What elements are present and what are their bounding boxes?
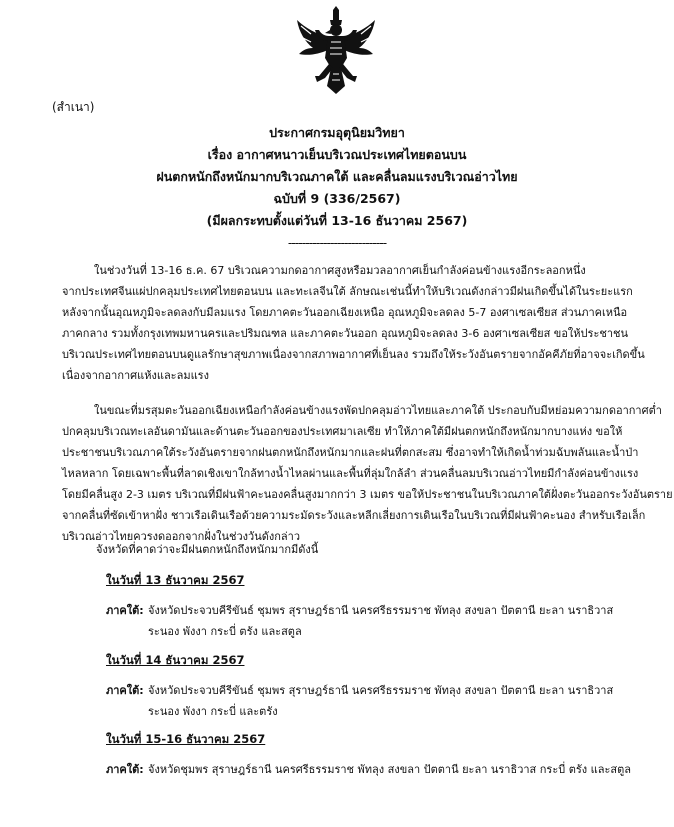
forecast-date-heading: ในวันที่ 15-16 ธันวาคม 2567 [106,732,266,746]
forecast-date-heading: ในวันที่ 14 ธันวาคม 2567 [106,653,245,667]
title-effective-dates: (มีผลกระทบตั้งแต่วันที่ 13-16 ธันวาคม 2567) [206,213,468,228]
paragraph-line: บริเวณอ่าวไทยควรงดออกจากฝั่งในช่วงวันดังกล่าว [62,530,301,543]
paragraph-line: จากคลื่นที่ซัดเข้าหาฝั่ง ชาวเรือเดินเรือด้วยความระมัดระวังและหลีกเลี่ยงการเดินเรือในบริเวณที่มีฝนฟ้าคะนอง สำหรับเรือเล็ก [62,509,646,522]
province-list: จังหวัดประจวบคีรีขันธ์ ชุมพร สุราษฎร์ธานี นครศรีธรรมราช พัทลุง สงขลา ปัตตานี ยะลา นราธิวาส [148,604,614,617]
province-list: จังหวัดประจวบคีรีขันธ์ ชุมพร สุราษฎร์ธานี นครศรีธรรมราช พัทลุง สงขลา ปัตตานี ยะลา นราธิวาส [148,684,614,697]
title-subject: เรื่อง อากาศหนาวเย็นบริเวณประเทศไทยตอนบน [207,147,467,162]
paragraph-line: ประชาชนบริเวณภาคใต้ระวังอันตรายจากฝนตกหนักถึงหนักมากและฝนที่ตกสะสม ซึ่งอาจทำให้เกิดน้ำท่วมฉับพลันและน้ำป่า [62,446,639,459]
forecast-intro: จังหวัดที่คาดว่าจะมีฝนตกหนักถึงหนักมากมีดังนี้ [96,543,319,556]
paragraph-cold-weather [62,260,647,386]
region-label: ภาคใต้: [106,604,144,617]
forecast-region [106,680,656,722]
title-issuer: ประกาศกรมอุตุนิยมวิทยา [269,125,405,140]
paragraph-line: บริเวณประเทศไทยตอนบนดูแลรักษาสุขภาพเนื่องจากสภาพอากาศที่เย็นลง รวมถึงให้ระวังอันตรายจากอัคคีภัยที่อาจจะเกิดขึ้น [62,348,645,361]
garuda-emblem [295,6,377,96]
paragraph-line: ในขณะที่มรสุมตะวันออกเฉียงเหนือกำลังค่อนข้างแรงพัดปกคลุมอ่าวไทยและภาคใต้ ประกอบกับมีหย่อมความกดอากาศต่ำ [94,404,662,417]
title-issue-number: ฉบับที่ 9 (336/2567) [273,191,401,206]
region-label: ภาคใต้: [106,763,144,776]
province-list-cont: ระนอง พังงา กระบี่ ตรัง และสตูล [148,625,302,638]
forecast-date-heading: ในวันที่ 13 ธันวาคม 2567 [106,573,245,587]
paragraph-line: โดยมีคลื่นสูง 2-3 เมตร บริเวณที่มีฝนฟ้าคะนองคลื่นสูงมากกว่า 3 เมตร ขอให้ประชาชนในบริเวณภาคใต้ฝั่งตะวันออกระวังอันตราย [62,488,673,501]
province-list: จังหวัดชุมพร สุราษฎร์ธานี นครศรีธรรมราช พัทลุง สงขลา ปัตตานี ยะลา นราธิวาส กระบี่ ตรัง และสตูล [148,763,631,776]
forecast-region [106,600,656,642]
region-label: ภาคใต้: [106,684,144,697]
title-subject-cont: ฝนตกหนักถึงหนักมากบริเวณภาคใต้ และคลื่นลมแรงบริเวณอ่าวไทย [156,169,518,184]
paragraph-line: เนื่องจากอากาศแห้งและลมแรง [62,369,209,382]
paragraph-line: ไหลหลาก โดยเฉพาะพื้นที่ลาดเชิงเขาใกล้ทางน้ำไหลผ่านและพื้นที่ลุ่มใกล้ลำ ส่วนคลื่นลมบริเวณอ่าวไทยมีกำลังค่อนข้างแรง [62,467,639,480]
paragraph-line: ภาคกลาง รวมทั้งกรุงเทพมหานครและปริมณฑล และภาคตะวันออก อุณหภูมิจะลดลง 3-6 องศาเซลเซียส ขอให้ประชาชน [62,327,628,340]
paragraph-heavy-rain [62,400,673,547]
title-divider: ---------------------------- [287,235,387,250]
copy-mark: (สำเนา) [52,100,95,114]
paragraph-line: ในช่วงวันที่ 13-16 ธ.ค. 67 บริเวณความกดอากาศสูงหรือมวลอากาศเย็นกำลังค่อนข้างแรงอีกระลอกหนึ่ง [94,264,586,277]
forecast-region [106,759,656,780]
paragraph-line: ปกคลุมบริเวณทะเลอันดามันและด้านตะวันออกของประเทศมาเลเซีย ทำให้ภาคใต้มีฝนตกหนักถึงหนักมากบางแห่ง ขอให้ [62,425,623,438]
province-list-cont: ระนอง พังงา กระบี่ และตรัง [148,705,278,718]
paragraph-line: จากประเทศจีนแผ่ปกคลุมประเทศไทยตอนบน และทะเลจีนใต้ ลักษณะเช่นนี้ทำให้บริเวณดังกล่าวมีฝนเกิดขึ้นได้ในระยะแรก [62,285,633,298]
announcement-title [0,122,674,254]
paragraph-line: หลังจากนั้นอุณหภูมิจะลดลงกับมีลมแรง โดยภาคตะวันออกเฉียงเหนือ อุณหภูมิจะลดลง 5-7 องศาเซลเซียส ส่วนภาคเหนือ [62,306,628,319]
